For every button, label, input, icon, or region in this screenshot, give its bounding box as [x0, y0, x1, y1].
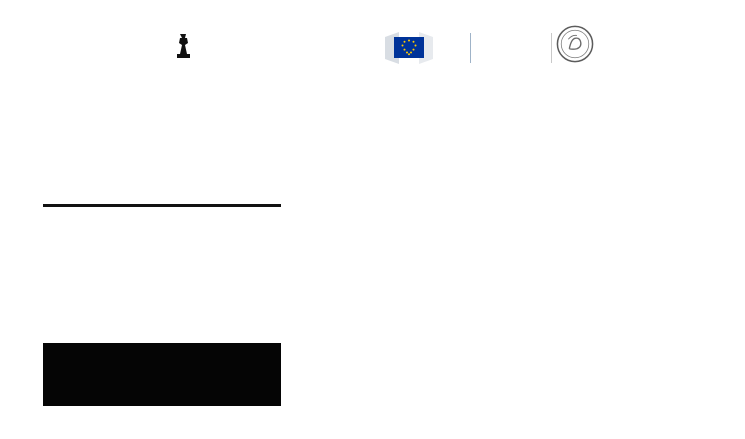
european-commission-logo [383, 31, 441, 65]
logo-separator [470, 33, 471, 63]
eu-flag-icon [383, 31, 435, 65]
celebrating-group-illustration [43, 160, 281, 204]
gino-germani-logo [556, 25, 600, 63]
event-details-box [43, 343, 281, 406]
logo-separator [551, 33, 552, 63]
gino-germani-seal-icon [556, 25, 594, 63]
crowd-illustration [43, 160, 281, 338]
incasi-logo-icon [176, 33, 191, 59]
incasi-logo [176, 33, 196, 59]
crowd-people-illustration [43, 207, 281, 338]
